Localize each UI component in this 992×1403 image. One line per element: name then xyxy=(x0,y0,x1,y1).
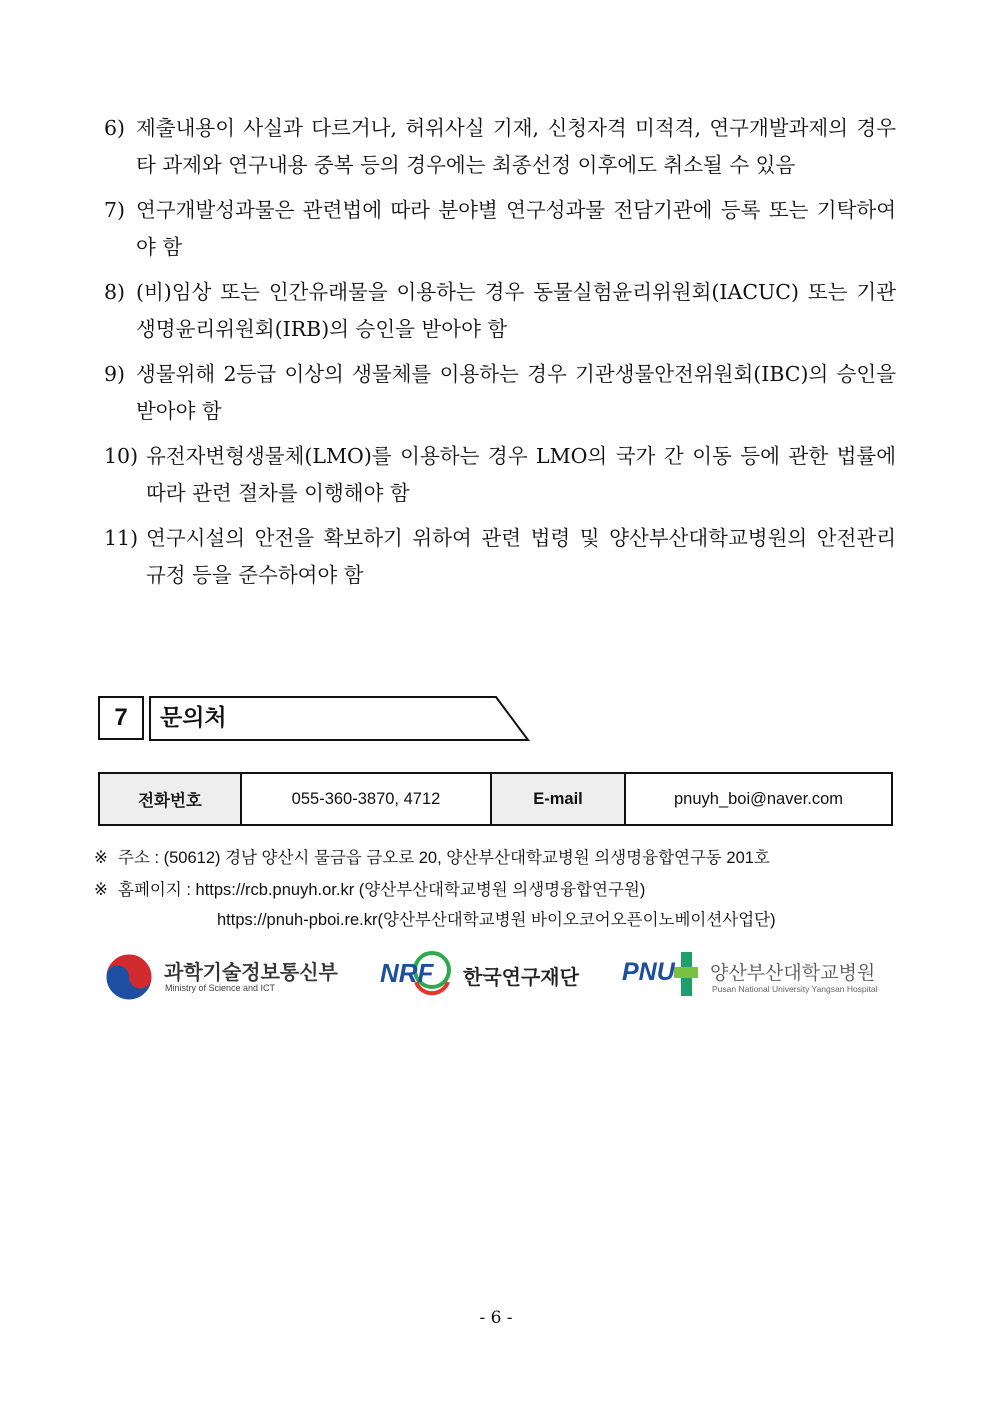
email-value[interactable]: pnuyh_boi@naver.com xyxy=(625,773,892,825)
nrf-logo xyxy=(380,944,580,1008)
taegeuk-emblem-icon xyxy=(104,952,154,1002)
msit-logo xyxy=(104,944,344,1008)
section-number: 7 xyxy=(98,696,144,740)
section-title: 문의처 xyxy=(160,704,227,730)
homepage-note-2 xyxy=(217,906,776,930)
pnuh-subtitle: Pusan National University Yangsan Hospital xyxy=(712,984,878,994)
address-text: 주소 : (50612) 경남 양산시 물금읍 금오로 20, 양산부산대학교병원 의생명융합연구동 201호 xyxy=(118,849,770,867)
homepage-link-1[interactable]: https://rcb.pnuyh.or.kr (양산부산대학교병원 의생명융합연구원) xyxy=(195,881,646,899)
table-row xyxy=(99,773,892,825)
page-number: - 6 - xyxy=(479,1308,513,1328)
address-note xyxy=(94,844,770,868)
item-number: 10) xyxy=(104,444,139,468)
homepage-note xyxy=(94,876,645,900)
list-item xyxy=(104,520,896,594)
item-text: 연구개발성과물은 관련법에 따라 분야별 연구성과물 전담기관에 등록 또는 기탁하여야 함 xyxy=(136,198,896,259)
homepage-label: 홈페이지 : xyxy=(118,881,191,899)
item-text: (비)임상 또는 인간유래물을 이용하는 경우 동물실험윤리위원회(IACUC) 또는 기관생명윤리위원회(IRB)의 승인을 받아야 함 xyxy=(136,280,896,341)
list-item xyxy=(104,356,896,430)
item-number: 11) xyxy=(104,526,139,550)
reference-mark: ※ xyxy=(94,849,108,867)
logo-row xyxy=(104,944,884,1008)
list-item xyxy=(104,274,896,348)
pnuh-logo xyxy=(622,944,884,1008)
list-item xyxy=(104,438,896,512)
item-text: 생물위해 2등급 이상의 생물체를 이용하는 경우 기관생물안전위원회(IBC)의 승인을 받아야 함 xyxy=(136,362,896,423)
reference-mark: ※ xyxy=(94,881,108,899)
msit-subtitle: Ministry of Science and ICT xyxy=(165,983,276,993)
phone-value: 055-360-3870, 4712 xyxy=(241,773,491,825)
email-label: E-mail xyxy=(491,773,625,825)
contact-table xyxy=(98,772,893,826)
homepage-link-2[interactable]: https://pnuh-pboi.re.kr(양산부산대학교병원 바이오코어오픈이노베이션사업단) xyxy=(217,911,776,929)
phone-label: 전화번호 xyxy=(99,773,241,825)
pnuh-name: 양산부산대학교병원 xyxy=(710,962,876,984)
nrf-mark: NRF xyxy=(380,958,434,988)
pnuh-mark: PNU xyxy=(622,958,675,986)
item-text: 연구시설의 안전을 확보하기 위하여 관련 법령 및 양산부산대학교병원의 안전관리 규정 등을 준수하여야 함 xyxy=(146,526,896,587)
list-item xyxy=(104,110,896,184)
item-text: 유전자변형생물체(LMO)를 이용하는 경우 LMO의 국가 간 이동 등에 관한 법률에 따라 관련 절차를 이행해야 함 xyxy=(146,444,896,505)
item-number: 8) xyxy=(104,280,126,304)
section-heading xyxy=(98,696,530,742)
pnuh-cross-icon xyxy=(674,952,698,996)
requirements-list xyxy=(104,110,896,602)
item-number: 7) xyxy=(104,198,126,222)
msit-name: 과학기술정보통신부 xyxy=(164,960,338,984)
nrf-name: 한국연구재단 xyxy=(463,965,579,989)
item-number: 9) xyxy=(104,362,126,386)
item-number: 6) xyxy=(104,116,126,140)
item-text: 제출내용이 사실과 다르거나, 허위사실 기재, 신청자격 미적격, 연구개발과제의 경우 타 과제와 연구내용 중복 등의 경우에는 최종선정 이후에도 취소될 수 있음 xyxy=(136,116,896,177)
list-item xyxy=(104,192,896,266)
